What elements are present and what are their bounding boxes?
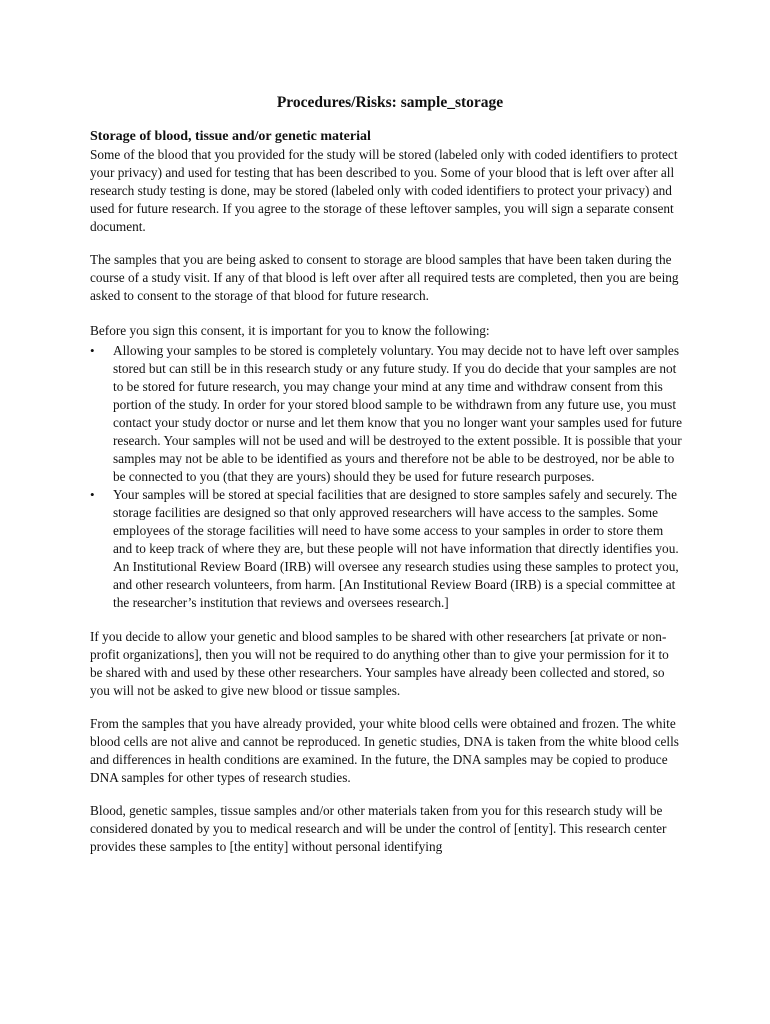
paragraph-before-you-sign: Before you sign this consent, it is important for you to know the following:: [90, 323, 490, 338]
paragraph-white-blood-cells: From the samples that you have already provided, your white blood cells were obtained and frozen. The white blood cells are not alive and cannot be reproduced. In genetic studies, DNA is taken from the white blood cells and differences in health conditions are examined. In the future, the DNA samples may be copied to produce DNA samples for other types of research studies.: [90, 716, 679, 785]
document-body: [90, 93, 684, 871]
consent-bullet-list: [90, 342, 684, 612]
bullet-text-voluntary: Allowing your samples to be stored is completely voluntary. You may decide not to have left over samples stored but can still be in this research study or any future study. If you do decide that your samples are not to be stored for future research, you may change your mind at any time and withdraw consent from this portion of the study. In order for your stored blood sample to be withdrawn from any future use, you must contact your study doctor or nurse and let them know that you no longer want your samples used for future research. Your samples will not be used and will be destroyed to the extent possible. It is possible that your samples may not be able to be identified as yours and therefore not be able to be destroyed, nor be able to be connected to you (that they are yours) should they be used for future research purposes.: [113, 343, 683, 484]
paragraph-samples-consent: The samples that you are being asked to consent to storage are blood samples that have been taken during the course of a study visit. If any of that blood is left over after all required tests are completed, then you are being asked to consent to the storage of that blood for future research.: [90, 252, 679, 303]
bullet-icon: •: [90, 343, 95, 358]
paragraph-sharing: If you decide to allow your genetic and blood samples to be shared with other researchers [at private or non-profit organizations], then you will not be required to do anything other than to give your permission for it to be shared with and used by these other researchers. Your samples have already been collected and stored, so you will not be asked to give new blood or tissue samples.: [90, 629, 669, 698]
section-heading: Storage of blood, tissue and/or genetic material: [90, 129, 371, 144]
page-title: Procedures/Risks: sample_storage: [276, 94, 504, 111]
bullet-icon: •: [90, 487, 95, 502]
list-item: [90, 486, 684, 612]
list-item: [90, 342, 684, 486]
paragraph-donation: Blood, genetic samples, tissue samples and/or other materials taken from you for this research study will be considered donated by you to medical research and will be under the control of [entity]. This research center provides these samples to [the entity] without personal identifying: [90, 803, 667, 854]
bullet-text-facilities: Your samples will be stored at special facilities that are designed to store samples safely and securely. The storage facilities are designed so that only approved researchers will have access to the samples. Some employees of the storage facilities will need to have some access to your samples in order to store them and to keep track of where they are, but these people will not have information that directly identifies you. An Institutional Review Board (IRB) will oversee any research studies using these samples to protect you, and other research volunteers, from harm. [An Institutional Review Board (IRB) is a special committee at the researcher’s institution that reviews and oversees research.]: [113, 487, 679, 610]
paragraph-storage-intro: Some of the blood that you provided for the study will be stored (labeled only with coded identifiers to protect your privacy) and used for testing that has been described to you. Some of your blood that is left over after all research study testing is done, may be stored (labeled only with coded identifiers to protect your privacy) and used for future research. If you agree to the storage of these leftover samples, you will sign a separate consent document.: [90, 147, 678, 234]
